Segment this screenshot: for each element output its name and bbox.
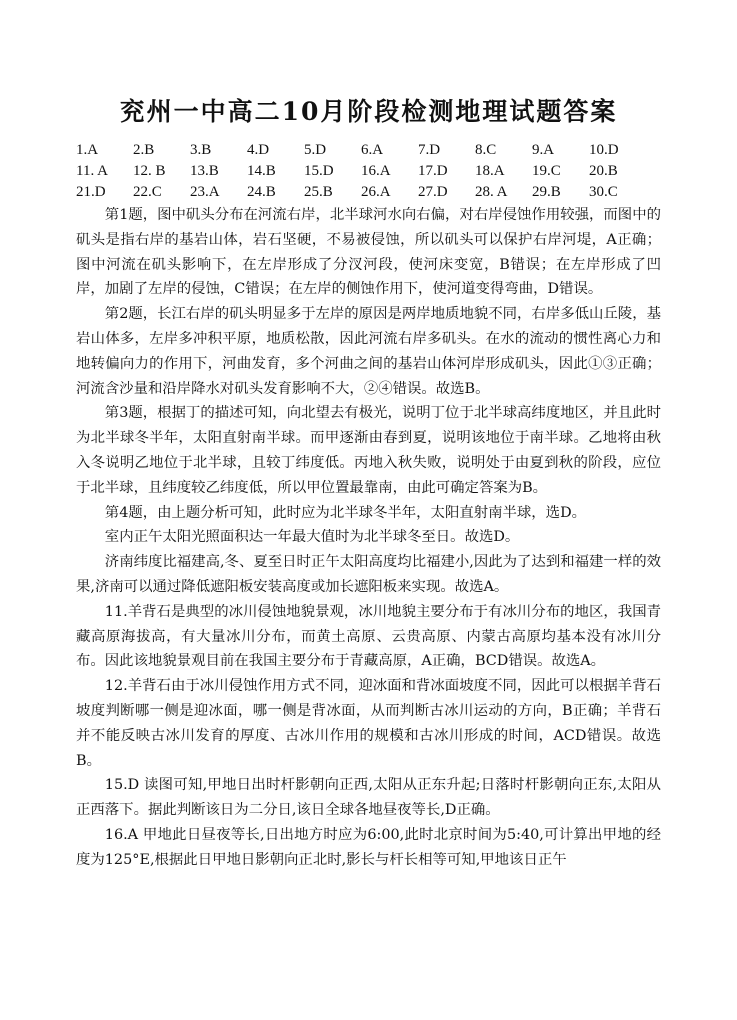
explanation-paragraph: 济南纬度比福建高,冬、夏至日时正午太阳高度均比福建小,因此为了达到和福建一样的效果,济南可以通过降低遮阳板安装高度或加长遮阳板来实现。故选A。 xyxy=(76,554,661,595)
answer-item: 17.D xyxy=(418,163,448,179)
answer-item: 23.A xyxy=(190,184,220,200)
answer-item: 28. A xyxy=(475,184,508,200)
answer-item: 27.D xyxy=(418,184,448,200)
answer-item: 6.A xyxy=(361,142,384,158)
answer-item: 24.B xyxy=(247,184,276,200)
answer-item: 11. A xyxy=(76,163,108,179)
answer-item: 4.D xyxy=(247,142,270,158)
answer-item: 5.D xyxy=(304,142,327,158)
answer-item: 2.B xyxy=(133,142,155,158)
answer-item: 26.A xyxy=(361,184,391,200)
answer-item: 8.C xyxy=(475,142,497,158)
answer-item: 12. B xyxy=(133,163,166,179)
explanation-paragraph: 室内正午太阳光照面积达一年最大值时为北半球冬至日。故选D。 xyxy=(104,529,520,546)
explanation-paragraph: 第2题，长江右岸的矶头明显多于左岸的原因是两岸地质地貌不同，右岸多低山丘陵，基岩山体多，左岸多冲积平原，地质松散，因此河流右岸多矶头。在水的流动的惯性离心力和地转偏向力的作用下，河曲发育，多个河曲之间的基岩山体河岸形成矶头，因此①③正确；河流含沙量和沿岸降水对矶头发育影响不大，②④错误。故选B。 xyxy=(76,306,661,397)
answer-item: 13.B xyxy=(190,163,219,179)
answer-item: 7.D xyxy=(418,142,441,158)
explanation-paragraph: 第3题，根据丁的描述可知，向北望去有极光，说明丁位于北半球高纬度地区，并且此时为北半球冬半年，太阳直射南半球。而甲逐渐由春到夏，说明该地位于南半球。乙地将由秋入冬说明乙地位于北半球，且较丁纬度低。丙地入秋失败，说明处于由夏到秋的阶段，应位于北半球，且纬度较乙纬度低，所以甲位置最靠南，由此可确定答案为B。 xyxy=(76,405,661,496)
explanation-paragraph: 16.A 甲地此日昼夜等长,日出地方时应为6:00,此时北京时间为5:40,可计算出甲地的经度为125°E,根据此日甲地日影朝向正北时,影长与杆长相等可知,甲地该日正午 xyxy=(76,826,661,868)
explanation-paragraph: 11.羊背石是典型的冰川侵蚀地貌景观，冰川地貌主要分布于有冰川分布的地区，我国青藏高原海拔高，有大量冰川分布，而黄土高原、云贵高原、内蒙古高原均基本没有冰川分布。因此该地貌景观目前在我国主要分布于青藏高原，A正确，BCD错误。故选A。 xyxy=(76,603,661,670)
answer-item: 3.B xyxy=(190,142,212,158)
answer-item: 18.A xyxy=(475,163,505,179)
answer-row xyxy=(76,161,696,182)
answer-item: 14.B xyxy=(247,163,276,179)
explanation-paragraph: 12.羊背石由于冰川侵蚀作用方式不同，迎冰面和背冰面坡度不同，因此可以根据羊背石坡度判断哪一侧是迎冰面，哪一侧是背冰面，从而判断古冰川运动的方向，B正确；羊背石并不能反映古冰川发育的厚度、古冰川作用的规模和古冰川形成的时间，ACD错误。故选B。 xyxy=(76,678,661,769)
answer-item: 29.B xyxy=(532,184,561,200)
answer-item: 1.A xyxy=(76,142,99,158)
answer-item: 21.D xyxy=(76,184,106,200)
answer-row xyxy=(76,140,696,161)
answer-item: 15.D xyxy=(304,163,334,179)
explanations xyxy=(76,203,661,873)
explanation-paragraph: 第4题，由上题分析可知，此时应为北半球冬半年，太阳直射南半球，选D。 xyxy=(104,504,586,521)
answer-item: 25.B xyxy=(304,184,333,200)
answer-row xyxy=(76,182,696,203)
explanation-paragraph: 15.D 读图可知,甲地日出时杆影朝向正西,太阳从正东升起;日落时杆影朝向正东,太阳从正西落下。据此判断该日为二分日,该日全球各地昼夜等长,D正确。 xyxy=(76,777,661,819)
answer-key xyxy=(76,140,696,203)
page-title: 兖州一中高二10月阶段检测地理试题答案 xyxy=(119,97,618,126)
answer-item: 19.C xyxy=(532,163,561,179)
answer-item: 9.A xyxy=(532,142,555,158)
answer-item: 10.D xyxy=(589,142,619,158)
answer-item: 30.C xyxy=(589,184,618,200)
answer-item: 16.A xyxy=(361,163,391,179)
answer-item: 20.B xyxy=(589,163,618,179)
answer-item: 22.C xyxy=(133,184,162,200)
explanation-paragraph: 第1题，图中矶头分布在河流右岸，北半球河水向右偏，对右岸侵蚀作用较强，而图中的矶头是指右岸的基岩山体，岩石坚硬，不易被侵蚀，所以矶头可以保护右岸河堤，A正确；图中河流在矶头影响下，在左岸形成了分汊河段，使河床变宽，B错误；在左岸形成了凹岸，加剧了左岸的侵蚀，C错误；在左岸的侧蚀作用下，使河道变得弯曲，D错误。 xyxy=(76,207,661,298)
